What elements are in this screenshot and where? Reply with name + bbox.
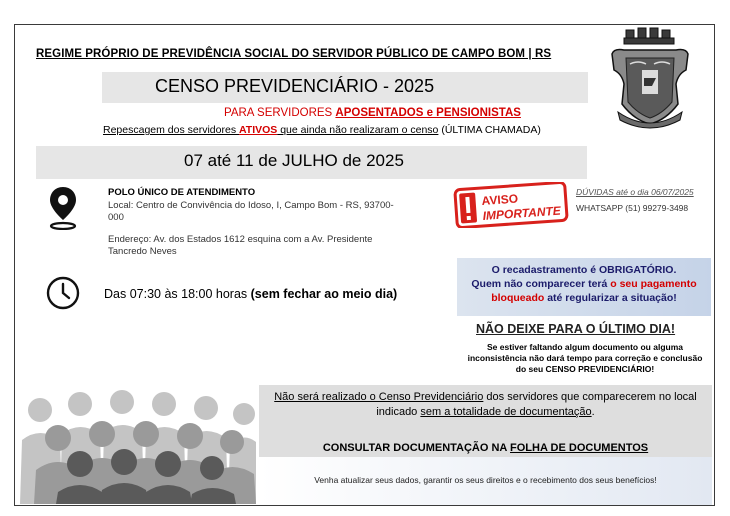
polo-local: Local: Centro de Convivência do Idoso, I, Campo Bom - RS, 93700-000 [108,200,394,223]
venha-atualizar: Venha atualizar seus dados, garantir os seus direitos e o recebimento dos seus benefícios! [314,475,657,485]
people-group-illustration [18,380,256,504]
repescagem-suffix: (ÚLTIMA CHAMADA) [438,124,541,136]
obrigatorio-text [457,263,711,305]
polo-endereco: Endereço: Av. dos Estados 1612 esquina com a Av. Presidente Tancredo Neves [108,234,373,257]
repescagem-ativos: ATIVOS [238,124,278,136]
servidores-aposentados: APOSENTADOS e PENSIONISTAS [335,107,521,119]
obrigatorio-line1: O recadastramento é OBRIGATÓRIO. [491,264,677,276]
folha-documentos-link[interactable]: FOLHA DE DOCUMENTOS [510,442,649,454]
repescagem-line [103,124,541,136]
header-title: REGIME PRÓPRIO DE PREVIDÊNCIA SOCIAL DO SERVIDOR PÚBLICO DE CAMPO BOM | RS [36,48,552,60]
servidores-prefix: PARA SERVIDORES [224,107,336,119]
obrigatorio-line3-red: bloqueado [491,292,545,304]
obrigatorio-line3 [457,291,711,305]
coat-of-arms-icon [608,24,692,134]
obrigatorio-line3-suffix: até regularizar a situação! [544,292,677,304]
documentacao-part4: . [591,406,595,418]
repescagem-prefix: Repescagem dos servidores [103,124,239,136]
consultar-documentacao [259,442,712,454]
aviso-line2: IMPORTANTE [482,203,562,223]
ultimo-dia-text: Se estiver faltando algum documento ou alguma inconsistência não dará tempo para correção e conclusão do seu CENSO PREVIDENCIÁRIO! [467,342,703,374]
aviso-importante-stamp [452,182,570,228]
repescagem-middle: que ainda não realizaram o censo [277,124,439,136]
consultar-prefix: CONSULTAR DOCUMENTAÇÃO NA [322,442,511,454]
whatsapp-contato: WHATSAPP (51) 99279-3498 [576,203,689,213]
clock-icon [46,276,80,310]
ultimo-dia-title: NÃO DEIXE PARA O ÚLTIMO DIA! [476,322,676,336]
aviso-line1: AVISO [481,191,519,209]
obrigatorio-line2-red: o seu pagamento [610,278,697,290]
documentacao-aviso [259,390,712,420]
horario [104,287,397,301]
location-pin-icon [48,186,78,230]
documentacao-part2: dos servidores que comparecerem no local indicado [376,391,697,418]
servidores-line [224,107,521,119]
censo-title: CENSO PREVIDENCIÁRIO - 2025 [155,76,435,96]
obrigatorio-line2-prefix: Quem não comparecer terá [471,278,611,290]
horario-bold: (sem fechar ao meio dia) [250,287,398,301]
polo-title: POLO ÚNICO DE ATENDIMENTO [108,187,256,198]
obrigatorio-line2 [457,277,711,291]
horario-text: Das 07:30 às 18:00 horas [104,287,251,301]
event-date: 07 até 11 de JULHO de 2025 [184,151,404,170]
duvidas-prazo: DÚVIDAS até o dia 06/07/2025 [576,187,694,197]
documentacao-part1: Não será realizado o Censo Previdenciário [274,391,484,403]
documentacao-part3: sem a totalidade de documentação [420,406,592,418]
